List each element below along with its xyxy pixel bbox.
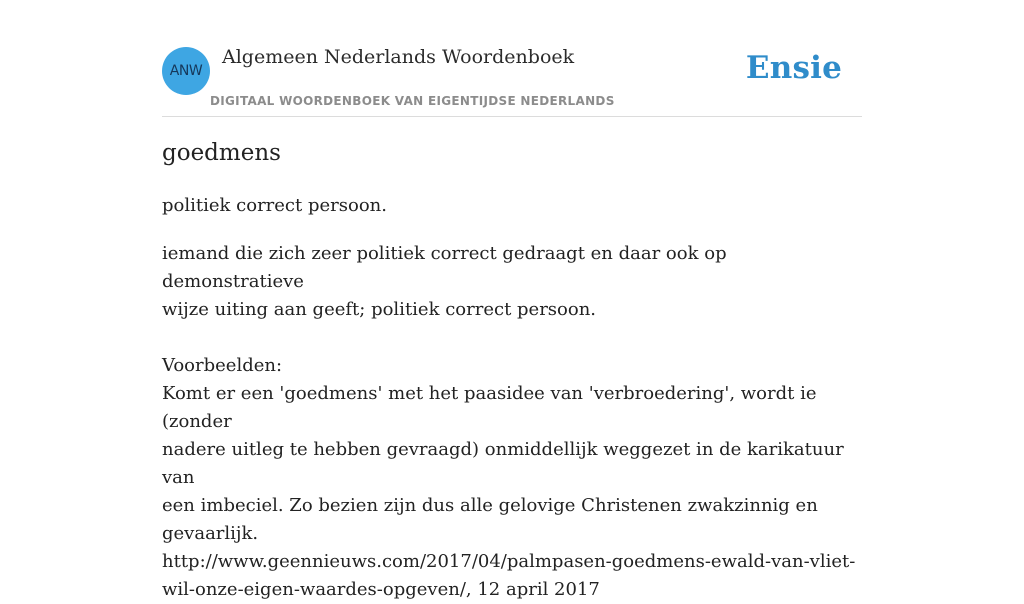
definition-line-1: iemand die zich zeer politiek correct gedraagt en daar ook op demonstratieve [162, 243, 727, 292]
logo-text: ANW [169, 63, 203, 79]
example-line-4: gevaarlijk. [162, 523, 259, 544]
example-line-2: nadere uitleg te hebben gevraagd) onmiddellijk weggezet in de karikatuur van [162, 439, 844, 488]
examples-heading: Voorbeelden: [162, 355, 283, 376]
site-header [162, 0, 862, 117]
anw-logo[interactable] [162, 47, 210, 95]
page-container [162, 0, 862, 600]
entry-word-title: goedmens [162, 140, 281, 166]
ensie-brand-link[interactable]: Ensie [745, 50, 842, 86]
example-line-3: een imbeciel. Zo bezien zijn dus alle gelovige Christenen zwakzinnig en [162, 495, 818, 516]
example-line-1: Komt er een 'goedmens' met het paasidee van 'verbroedering', wordt ie (zonder [162, 383, 817, 432]
entry-short-definition: politiek correct persoon. [162, 195, 387, 216]
source-line-2: wil-onze-eigen-waardes-opgeven/, 12 april 2017 [162, 579, 600, 600]
site-title[interactable]: Algemeen Nederlands Woordenboek [222, 46, 575, 68]
definition-line-2: wijze uiting aan geeft; politiek correct persoon. [162, 299, 597, 320]
site-subtitle: DIGITAAL WOORDENBOEK VAN EIGENTIJDSE NEDERLANDS [210, 94, 615, 108]
spacer [162, 324, 862, 352]
source-line-1: http://www.geennieuws.com/2017/04/palmpasen-goedmens-ewald-van-vliet- [162, 551, 856, 572]
entry-body [162, 240, 862, 604]
